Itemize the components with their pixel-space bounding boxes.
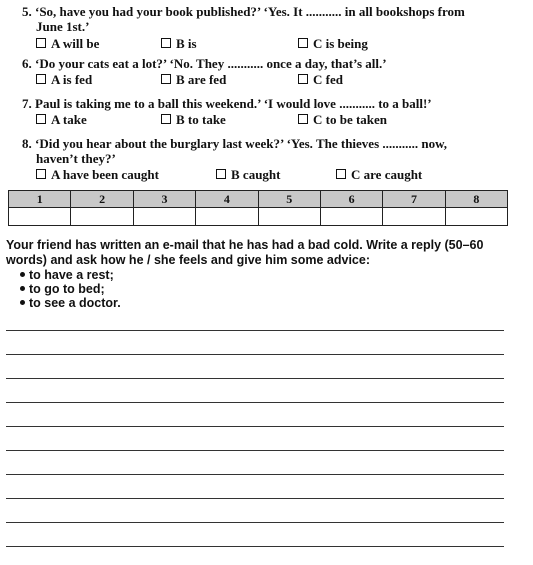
writing-line[interactable] — [6, 426, 504, 427]
answer-grid-header: 3 — [133, 191, 195, 208]
option-c[interactable]: C is being — [298, 36, 368, 52]
answer-cell[interactable] — [71, 208, 133, 226]
checkbox-icon[interactable] — [336, 169, 346, 179]
question-6 — [22, 56, 512, 71]
checkbox-icon[interactable] — [36, 74, 46, 84]
question-number: 5. — [22, 4, 32, 19]
answer-grid-header: 7 — [383, 191, 445, 208]
bullet-icon — [20, 272, 25, 277]
writing-line[interactable] — [6, 450, 504, 451]
answer-grid-header: 4 — [196, 191, 258, 208]
option-b[interactable]: B is — [161, 36, 197, 52]
answer-grid-header: 6 — [320, 191, 382, 208]
list-item: to go to bed; — [20, 282, 121, 296]
option-c[interactable]: C fed — [298, 72, 343, 88]
option-b[interactable]: B to take — [161, 112, 226, 128]
checkbox-icon[interactable] — [161, 74, 171, 84]
answer-grid-header: 5 — [258, 191, 320, 208]
writing-line[interactable] — [6, 354, 504, 355]
list-item: to see a doctor. — [20, 296, 121, 310]
question-text: ‘So, have you had your book published?’ ‘Yes. It ........... in all bookshops from — [35, 4, 465, 19]
question-5 — [22, 4, 512, 34]
checkbox-icon[interactable] — [216, 169, 226, 179]
question-text-continued: June 1st.’ — [36, 19, 90, 34]
question-7 — [22, 96, 512, 111]
writing-line[interactable] — [6, 330, 504, 331]
answer-grid-header: 8 — [445, 191, 507, 208]
checkbox-icon[interactable] — [298, 74, 308, 84]
answer-cell[interactable] — [320, 208, 382, 226]
writing-line[interactable] — [6, 522, 504, 523]
question-text-continued: haven’t they?’ — [36, 151, 116, 166]
checkbox-icon[interactable] — [36, 114, 46, 124]
option-c[interactable]: C to be taken — [298, 112, 387, 128]
question-number: 8. — [22, 136, 32, 151]
question-text: ‘Did you hear about the burglary last week?’ ‘Yes. The thieves ........... now, — [35, 136, 448, 151]
question-text: ‘Do your cats eat a lot?’ ‘No. They ........... once a day, that’s all.’ — [35, 56, 387, 71]
advice-list — [20, 268, 121, 310]
option-a[interactable]: A will be — [36, 36, 99, 52]
answer-grid-answer-row — [9, 208, 508, 226]
checkbox-icon[interactable] — [36, 38, 46, 48]
answer-cell[interactable] — [133, 208, 195, 226]
bullet-icon — [20, 286, 25, 291]
question-number: 6. — [22, 56, 32, 71]
option-c[interactable]: C are caught — [336, 167, 422, 183]
question-6-options — [36, 72, 516, 87]
option-a[interactable]: A is fed — [36, 72, 92, 88]
writing-line[interactable] — [6, 546, 504, 547]
question-number: 7. — [22, 96, 32, 111]
answer-grid — [8, 190, 508, 226]
list-item: to have a rest; — [20, 268, 121, 282]
checkbox-icon[interactable] — [36, 169, 46, 179]
option-a[interactable]: A take — [36, 112, 87, 128]
checkbox-icon[interactable] — [161, 114, 171, 124]
question-8 — [22, 136, 512, 166]
question-5-options — [36, 36, 516, 51]
checkbox-icon[interactable] — [298, 38, 308, 48]
question-text: Paul is taking me to a ball this weekend.’ ‘I would love ........... to a ball!’ — [35, 96, 432, 111]
answer-cell[interactable] — [258, 208, 320, 226]
answer-cell[interactable] — [9, 208, 71, 226]
answer-grid-header-row — [9, 191, 508, 208]
writing-line[interactable] — [6, 474, 504, 475]
option-b[interactable]: B caught — [216, 167, 280, 183]
answer-grid-header: 1 — [9, 191, 71, 208]
writing-line[interactable] — [6, 498, 504, 499]
writing-task-prompt: Your friend has written an e-mail that he has had a bad cold. Write a reply (50–60 words) and ask how he / she feels and give him some advice: — [6, 238, 484, 267]
answer-cell[interactable] — [445, 208, 507, 226]
option-b[interactable]: B are fed — [161, 72, 226, 88]
answer-grid-header: 2 — [71, 191, 133, 208]
answer-cell[interactable] — [196, 208, 258, 226]
question-8-options — [36, 167, 516, 182]
checkbox-icon[interactable] — [161, 38, 171, 48]
checkbox-icon[interactable] — [298, 114, 308, 124]
answer-cell[interactable] — [383, 208, 445, 226]
writing-line[interactable] — [6, 402, 504, 403]
option-a[interactable]: A have been caught — [36, 167, 159, 183]
bullet-icon — [20, 300, 25, 305]
writing-line[interactable] — [6, 378, 504, 379]
question-7-options — [36, 112, 516, 127]
